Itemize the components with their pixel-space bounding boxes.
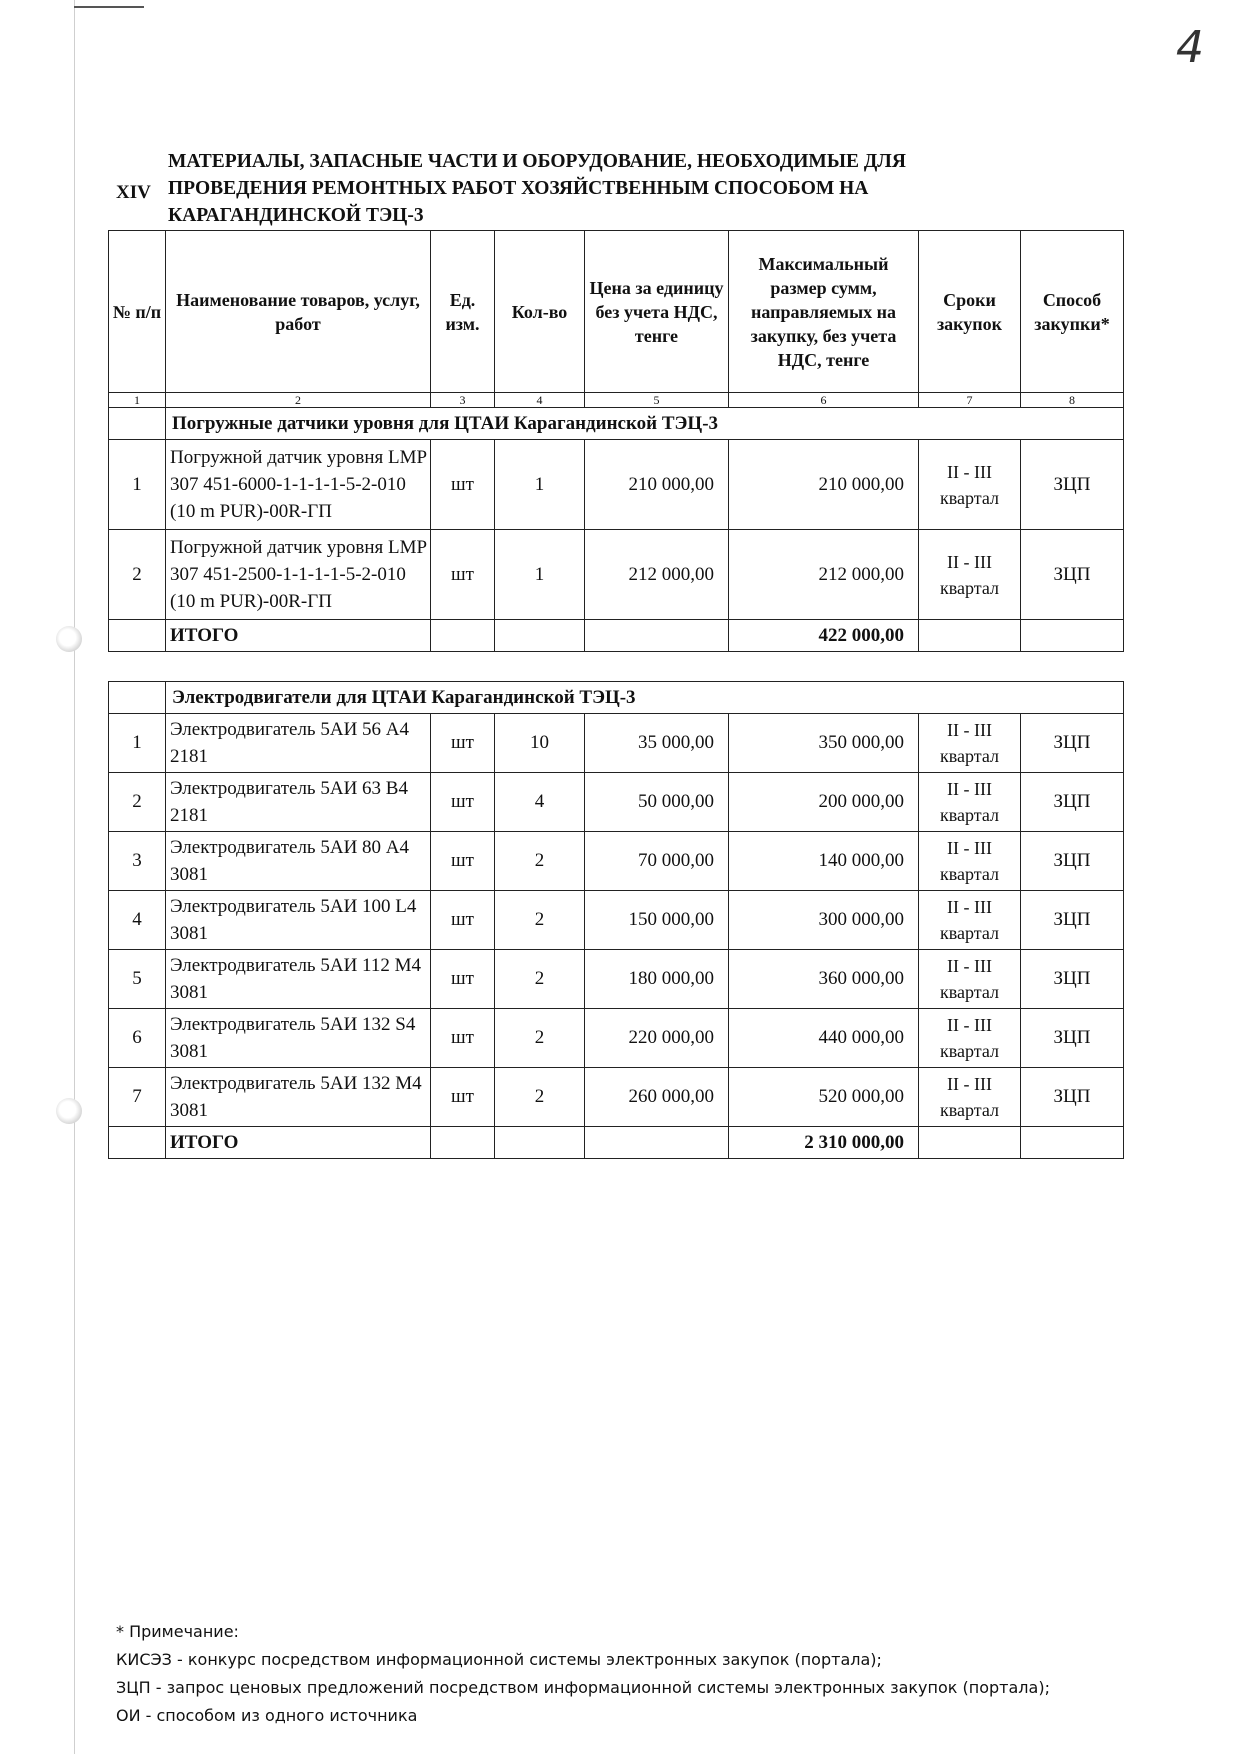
column-number: 1 <box>109 393 166 408</box>
group-title: Погружные датчики уровня для ЦТАИ Карагандинской ТЭЦ-3 <box>166 408 1124 440</box>
purchase-method: ЗЦП <box>1021 1068 1124 1127</box>
row-number: 1 <box>109 714 166 773</box>
max-sum: 520 000,00 <box>729 1068 919 1127</box>
row-number: 7 <box>109 1068 166 1127</box>
unit: шт <box>431 530 495 620</box>
purchase-term: II - III квартал <box>919 440 1021 530</box>
header-cell: Кол-во <box>495 231 585 393</box>
unit: шт <box>431 714 495 773</box>
quantity: 2 <box>495 1068 585 1127</box>
total-sum: 2 310 000,00 <box>729 1127 919 1159</box>
unit: шт <box>431 950 495 1009</box>
purchase-term: II - III квартал <box>919 950 1021 1009</box>
purchase-method: ЗЦП <box>1021 773 1124 832</box>
table-row <box>109 714 1124 773</box>
header-cell: Ед. изм. <box>431 231 495 393</box>
column-number: 8 <box>1021 393 1124 408</box>
unit: шт <box>431 832 495 891</box>
max-sum: 210 000,00 <box>729 440 919 530</box>
column-number: 7 <box>919 393 1021 408</box>
total-row <box>109 620 1124 652</box>
header-cell: Способ закупки* <box>1021 231 1124 393</box>
page-edge <box>74 0 75 1754</box>
section-number: XIV <box>116 182 151 203</box>
max-sum: 212 000,00 <box>729 530 919 620</box>
section-title: МАТЕРИАЛЫ, ЗАПАСНЫЕ ЧАСТИ И ОБОРУДОВАНИЕ, НЕОБХОДИМЫЕ ДЛЯ ПРОВЕДЕНИЯ РЕМОНТНЫХ РАБОТ ХОЗЯЙСТВЕННЫМ СПОСОБОМ НА КАРАГАНДИНСКОЙ ТЭЦ-3 <box>168 151 906 226</box>
table-row <box>109 950 1124 1009</box>
table-row <box>109 530 1124 620</box>
unit-price: 35 000,00 <box>585 714 729 773</box>
row-number: 6 <box>109 1009 166 1068</box>
footnote <box>116 1618 1050 1730</box>
max-sum: 300 000,00 <box>729 891 919 950</box>
purchase-term: II - III квартал <box>919 530 1021 620</box>
table-row <box>109 1009 1124 1068</box>
quantity: 1 <box>495 440 585 530</box>
max-sum: 350 000,00 <box>729 714 919 773</box>
unit-price: 220 000,00 <box>585 1009 729 1068</box>
table-row <box>109 440 1124 530</box>
table-level-sensors <box>108 230 1124 652</box>
table-row <box>109 832 1124 891</box>
footnote-line: ОИ - способом из одного источника <box>116 1706 418 1725</box>
item-name: Электродвигатель 5АИ 132 S4 3081 <box>166 1009 431 1068</box>
column-number: 5 <box>585 393 729 408</box>
purchase-term: II - III квартал <box>919 891 1021 950</box>
purchase-method: ЗЦП <box>1021 832 1124 891</box>
quantity: 1 <box>495 530 585 620</box>
table-row <box>109 773 1124 832</box>
quantity: 2 <box>495 1009 585 1068</box>
unit-price: 210 000,00 <box>585 440 729 530</box>
footnote-line: * Примечание: <box>116 1622 239 1641</box>
row-number: 3 <box>109 832 166 891</box>
unit: шт <box>431 1009 495 1068</box>
purchase-method: ЗЦП <box>1021 714 1124 773</box>
column-number: 2 <box>166 393 431 408</box>
row-number: 5 <box>109 950 166 1009</box>
row-number: 1 <box>109 440 166 530</box>
column-number: 4 <box>495 393 585 408</box>
header-cell: Максимальный размер сумм, направляемых на закупку, без учета НДС, тенге <box>729 231 919 393</box>
row-number: 2 <box>109 773 166 832</box>
max-sum: 140 000,00 <box>729 832 919 891</box>
footnote-line: КИСЭЗ - конкурс посредством информационной системы электронных закупок (портала); <box>116 1650 882 1669</box>
purchase-term: II - III квартал <box>919 832 1021 891</box>
total-label: ИТОГО <box>166 1127 431 1159</box>
purchase-method: ЗЦП <box>1021 530 1124 620</box>
unit-price: 212 000,00 <box>585 530 729 620</box>
table-row <box>109 891 1124 950</box>
table-electric-motors <box>108 681 1124 1159</box>
item-name: Электродвигатель 5АИ 80 А4 3081 <box>166 832 431 891</box>
item-name: Электродвигатель 5АИ 132 М4 3081 <box>166 1068 431 1127</box>
column-number: 6 <box>729 393 919 408</box>
punch-hole <box>56 626 82 652</box>
row-number: 4 <box>109 891 166 950</box>
header-row <box>109 231 1124 393</box>
header-cell: Сроки закупок <box>919 231 1021 393</box>
purchase-method: ЗЦП <box>1021 1009 1124 1068</box>
unit-price: 50 000,00 <box>585 773 729 832</box>
unit-price: 70 000,00 <box>585 832 729 891</box>
max-sum: 360 000,00 <box>729 950 919 1009</box>
column-number: 3 <box>431 393 495 408</box>
group-row <box>109 682 1124 714</box>
unit-price: 260 000,00 <box>585 1068 729 1127</box>
quantity: 4 <box>495 773 585 832</box>
purchase-method: ЗЦП <box>1021 950 1124 1009</box>
unit-price: 150 000,00 <box>585 891 729 950</box>
page-edge-top <box>74 6 144 8</box>
max-sum: 200 000,00 <box>729 773 919 832</box>
purchase-term: II - III квартал <box>919 773 1021 832</box>
unit-price: 180 000,00 <box>585 950 729 1009</box>
group-title: Электродвигатели для ЦТАИ Карагандинской ТЭЦ-3 <box>166 682 1124 714</box>
column-number-row <box>109 393 1124 408</box>
total-label: ИТОГО <box>166 620 431 652</box>
item-name: Электродвигатель 5АИ 63 В4 2181 <box>166 773 431 832</box>
group-row <box>109 408 1124 440</box>
purchase-method: ЗЦП <box>1021 440 1124 530</box>
purchase-term: II - III квартал <box>919 1068 1021 1127</box>
item-name: Погружной датчик уровня LMP 307 451-6000-1-1-1-1-5-2-010 (10 m PUR)-00R-ГП <box>166 440 431 530</box>
purchase-method: ЗЦП <box>1021 891 1124 950</box>
item-name: Погружной датчик уровня LMP 307 451-2500-1-1-1-1-5-2-010 (10 m PUR)-00R-ГП <box>166 530 431 620</box>
row-number: 2 <box>109 530 166 620</box>
page-number: 4 <box>1176 22 1204 73</box>
header-cell: № п/п <box>109 231 166 393</box>
quantity: 10 <box>495 714 585 773</box>
purchase-term: II - III квартал <box>919 714 1021 773</box>
item-name: Электродвигатель 5АИ 100 L4 3081 <box>166 891 431 950</box>
item-name: Электродвигатель 5АИ 56 А4 2181 <box>166 714 431 773</box>
punch-hole <box>56 1098 82 1124</box>
footnote-line: ЗЦП - запрос ценовых предложений посредством информационной системы электронных закупок (портала); <box>116 1678 1050 1697</box>
max-sum: 440 000,00 <box>729 1009 919 1068</box>
total-sum: 422 000,00 <box>729 620 919 652</box>
table-row <box>109 1068 1124 1127</box>
header-cell: Цена за единицу без учета НДС, тенге <box>585 231 729 393</box>
unit: шт <box>431 1068 495 1127</box>
purchase-term: II - III квартал <box>919 1009 1021 1068</box>
total-row <box>109 1127 1124 1159</box>
item-name: Электродвигатель 5АИ 112 М4 3081 <box>166 950 431 1009</box>
unit: шт <box>431 891 495 950</box>
quantity: 2 <box>495 832 585 891</box>
quantity: 2 <box>495 891 585 950</box>
header-cell: Наименование товаров, услуг, работ <box>166 231 431 393</box>
unit: шт <box>431 440 495 530</box>
unit: шт <box>431 773 495 832</box>
quantity: 2 <box>495 950 585 1009</box>
